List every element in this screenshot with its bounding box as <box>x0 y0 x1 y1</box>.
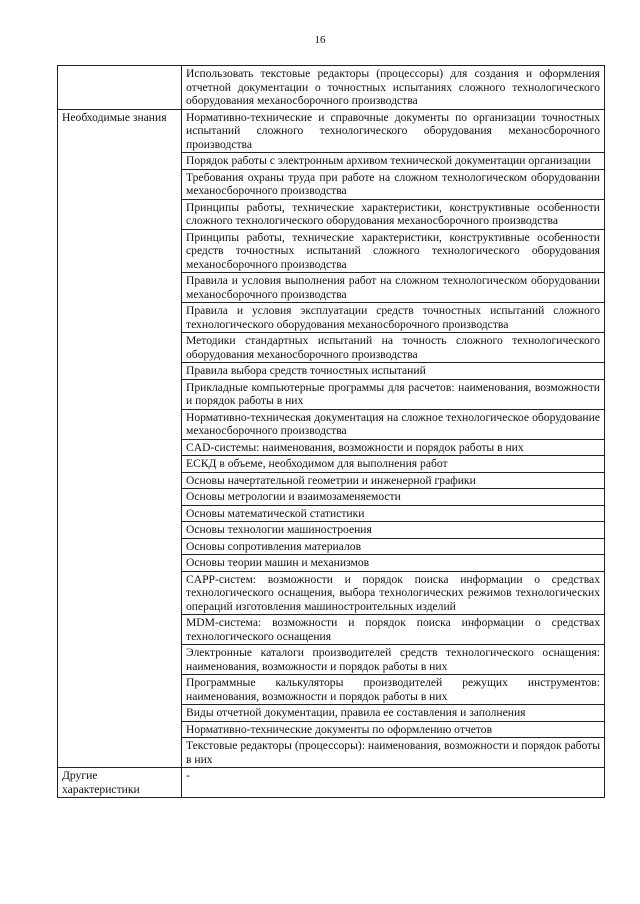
table-cell: Основы метрологии и взаимозаменяемости <box>182 489 605 506</box>
table-cell: Нормативно-технические и справочные документы по организации точностных испытаний сложного технологического оборудования механосборочного производства <box>182 109 605 153</box>
table-cell: Принципы работы, технические характеристики, конструктивные особенности сложного технологического оборудования механосборочного производства <box>182 199 605 229</box>
table-row <box>58 768 605 798</box>
table-cell: Правила выбора средств точностных испытаний <box>182 363 605 380</box>
row-label: Другие характеристики <box>58 768 182 798</box>
table-cell: Правила и условия выполнения работ на сложном технологическом оборудовании механосборочного производства <box>182 273 605 303</box>
table-cell: Основы технологии машиностроения <box>182 522 605 539</box>
table-cell: Виды отчетной документации, правила ее составления и заполнения <box>182 705 605 722</box>
requirements-table <box>57 65 605 798</box>
row-label <box>58 66 182 110</box>
table-cell: Принципы работы, технические характеристики, конструктивные особенности средств точностных испытаний сложного технологического оборудования механосборочного производства <box>182 229 605 273</box>
table-cell: MDM-система: возможности и порядок поиска информации о средствах технологического оснащения <box>182 615 605 645</box>
table-cell: Порядок работы с электронным архивом технической документации организации <box>182 153 605 170</box>
table-cell: Нормативно-технические документы по оформлению отчетов <box>182 721 605 738</box>
table-cell: Основы сопротивления материалов <box>182 538 605 555</box>
table-cell: CAPP-систем: возможности и порядок поиска информации о средствах технологического оснащения, выбора технологических режимов технологических операций изготовления машиностроительных изделий <box>182 571 605 615</box>
page-number: 16 <box>314 34 326 46</box>
table-cell: Программные калькуляторы производителей режущих инструментов: наименования, возможности и порядок работы в них <box>182 675 605 705</box>
table-cell: Основы теории машин и механизмов <box>182 555 605 572</box>
table-cell: CAD-системы: наименования, возможности и порядок работы в них <box>182 439 605 456</box>
requirements-table-body <box>58 66 605 798</box>
table-cell: - <box>182 768 605 798</box>
table-cell: Требования охраны труда при работе на сложном технологическом оборудовании механосборочного производства <box>182 169 605 199</box>
table-cell: Правила и условия эксплуатации средств точностных испытаний сложного технологического оборудования механосборочного производства <box>182 303 605 333</box>
row-label: Необходимые знания <box>58 109 182 768</box>
table-cell: Методики стандартных испытаний на точность сложного технологического оборудования механосборочного производства <box>182 333 605 363</box>
table-row <box>58 109 605 153</box>
table-cell: Основы начертательной геометрии и инженерной графики <box>182 472 605 489</box>
table-cell: Использовать текстовые редакторы (процессоры) для создания и оформления отчетной документации о точностных испытаниях сложного технологического оборудования механосборочного производства <box>182 66 605 110</box>
table-cell: Текстовые редакторы (процессоры): наименования, возможности и порядок работы в них <box>182 738 605 768</box>
table-cell: Прикладные компьютерные программы для расчетов: наименования, возможности и порядок работы в них <box>182 379 605 409</box>
table-cell: Основы математической статистики <box>182 505 605 522</box>
table-row <box>58 66 605 110</box>
table-cell: Электронные каталоги производителей средств технологического оснащения: наименования, возможности и порядок работы в них <box>182 645 605 675</box>
table-cell: ЕСКД в объеме, необходимом для выполнения работ <box>182 456 605 473</box>
table-cell: Нормативно-техническая документация на сложное технологическое оборудование механосборочного производства <box>182 409 605 439</box>
